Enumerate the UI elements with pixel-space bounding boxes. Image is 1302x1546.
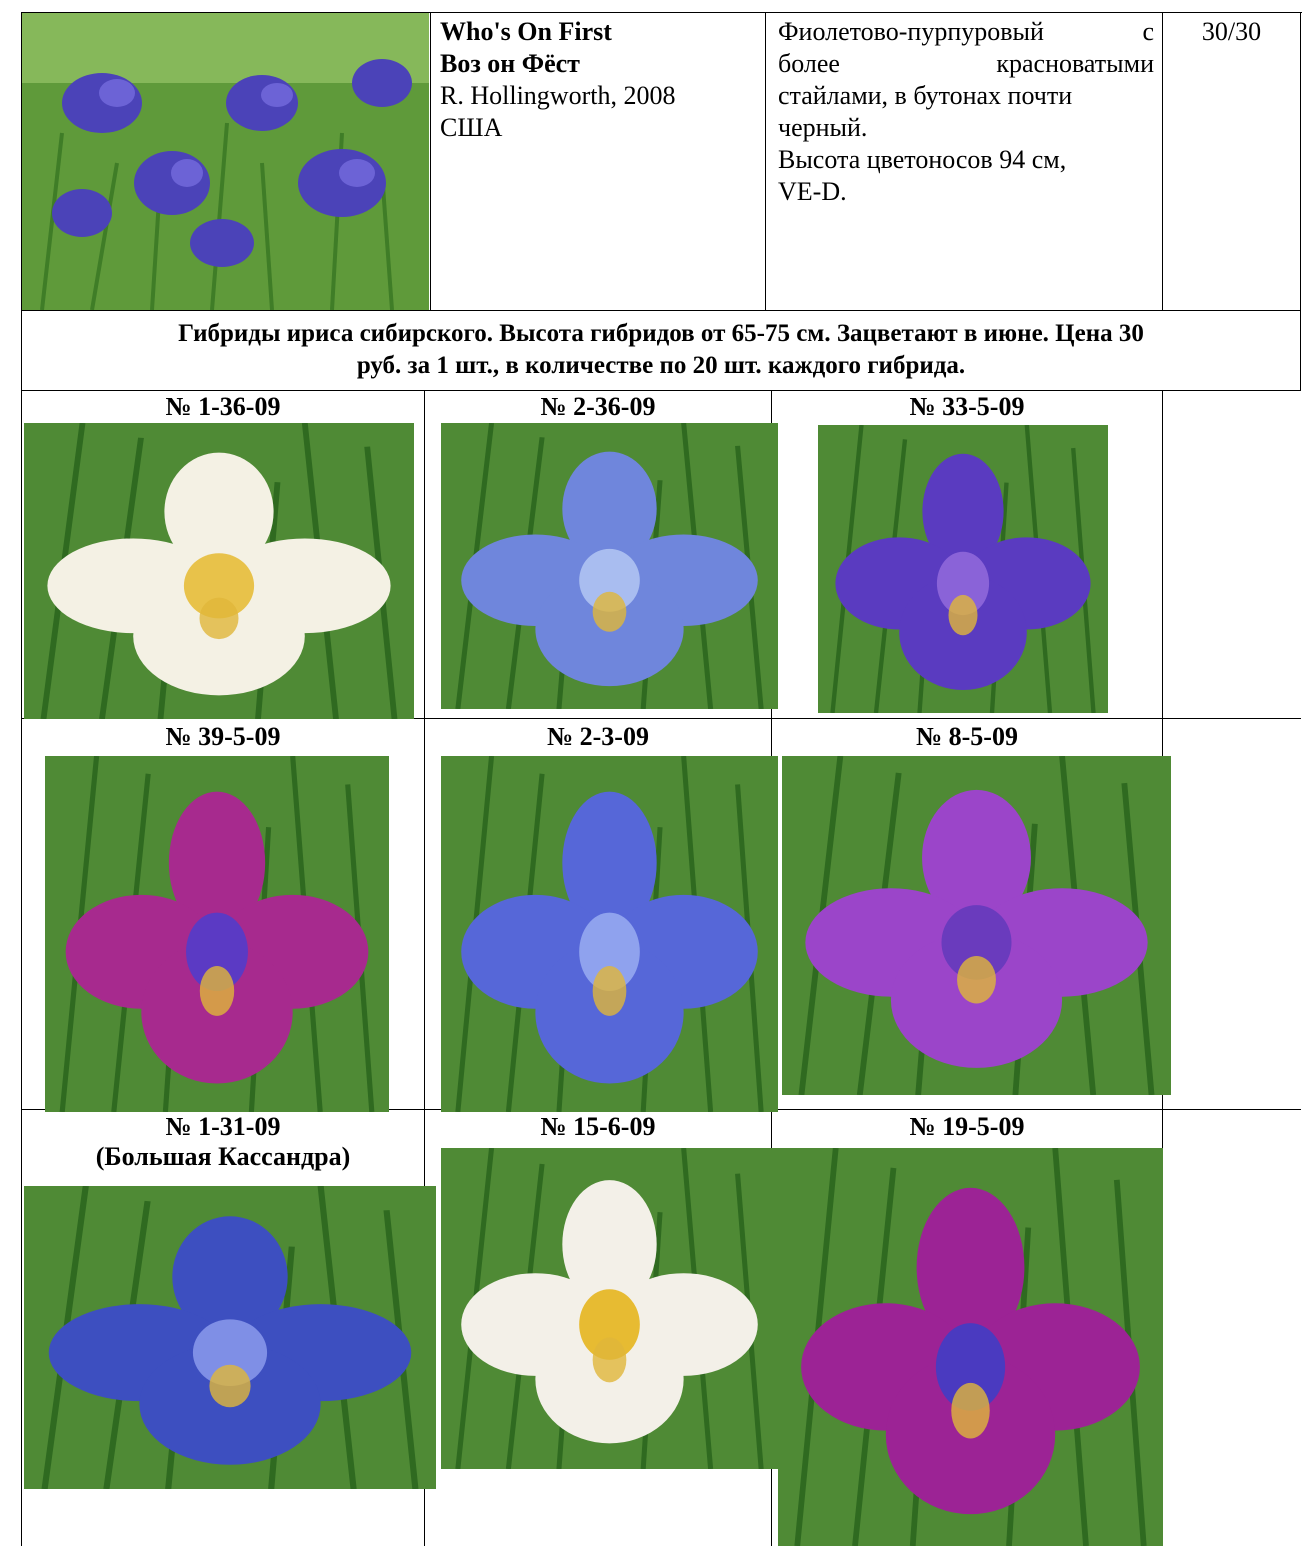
- variety-breeder: R. Hollingworth, 2008: [440, 81, 676, 110]
- hybrid-label-15-6-09: № 15-6-09: [540, 1112, 656, 1141]
- hybrid-label-1-36-09: № 1-36-09: [165, 392, 281, 421]
- description-line: Высота цветоносов 94 см,: [778, 145, 1067, 174]
- iris-photo-1-31-09: [24, 1186, 436, 1489]
- col-divider-3: [1162, 12, 1163, 310]
- description-line: черный.: [778, 113, 868, 142]
- iris-photo-2-36-09: [441, 423, 778, 709]
- section-heading-line1: Гибриды ириса сибирского. Высота гибридов от 65-75 см. Зацветают в июне. Цена 30: [178, 320, 1144, 347]
- iris-photo-33-5-09: [818, 425, 1108, 713]
- hybrid-label-1-31-09: № 1-31-09: [165, 1112, 281, 1141]
- description-line: VE-D.: [778, 177, 847, 206]
- hybrid-label-39-5-09: № 39-5-09: [165, 722, 281, 751]
- variety-name-ru: Воз он Фёст: [440, 49, 580, 78]
- table-border-right: [1300, 12, 1301, 310]
- hybrid-label-2-36-09: № 2-36-09: [540, 392, 656, 421]
- hybrid-label-33-5-09: № 33-5-09: [909, 392, 1025, 421]
- hybrid-label-8-5-09: № 8-5-09: [916, 722, 1018, 751]
- row-divider-1: [21, 310, 1301, 311]
- variety-country: США: [440, 113, 503, 142]
- hybrid-label-19-5-09: № 19-5-09: [909, 1112, 1025, 1141]
- variety-name-en: Who's On First: [440, 17, 612, 46]
- variety-description: [778, 16, 1154, 208]
- iris-photo-19-5-09: [778, 1148, 1163, 1546]
- iris-photo-39-5-09: [45, 756, 389, 1112]
- iris-photo-8-5-09: [782, 756, 1171, 1095]
- col-divider-2: [765, 12, 766, 310]
- iris-photo-whos-on-first: [22, 13, 429, 310]
- description-line: стайлами, в бутонах почти: [778, 81, 1073, 110]
- hybrid-sublabel-1-31-09: (Большая Кассандра): [95, 1142, 351, 1171]
- col-divider-1: [430, 12, 431, 310]
- row-divider-2: [21, 390, 1301, 391]
- iris-photo-1-36-09: [24, 423, 414, 719]
- table-border-right-lower: [1300, 310, 1301, 390]
- iris-photo-2-3-09: [441, 756, 778, 1112]
- description-line: более красноватыми: [778, 49, 1154, 78]
- hybrid-label-2-3-09: № 2-3-09: [547, 722, 649, 751]
- description-line: Фиолетово-пурпуровый с: [778, 17, 1154, 46]
- iris-photo-15-6-09: [441, 1148, 778, 1469]
- section-heading-line2: руб. за 1 шт., в количестве по 20 шт. каждого гибрида.: [356, 352, 966, 379]
- variety-price: 30/30: [1201, 17, 1262, 46]
